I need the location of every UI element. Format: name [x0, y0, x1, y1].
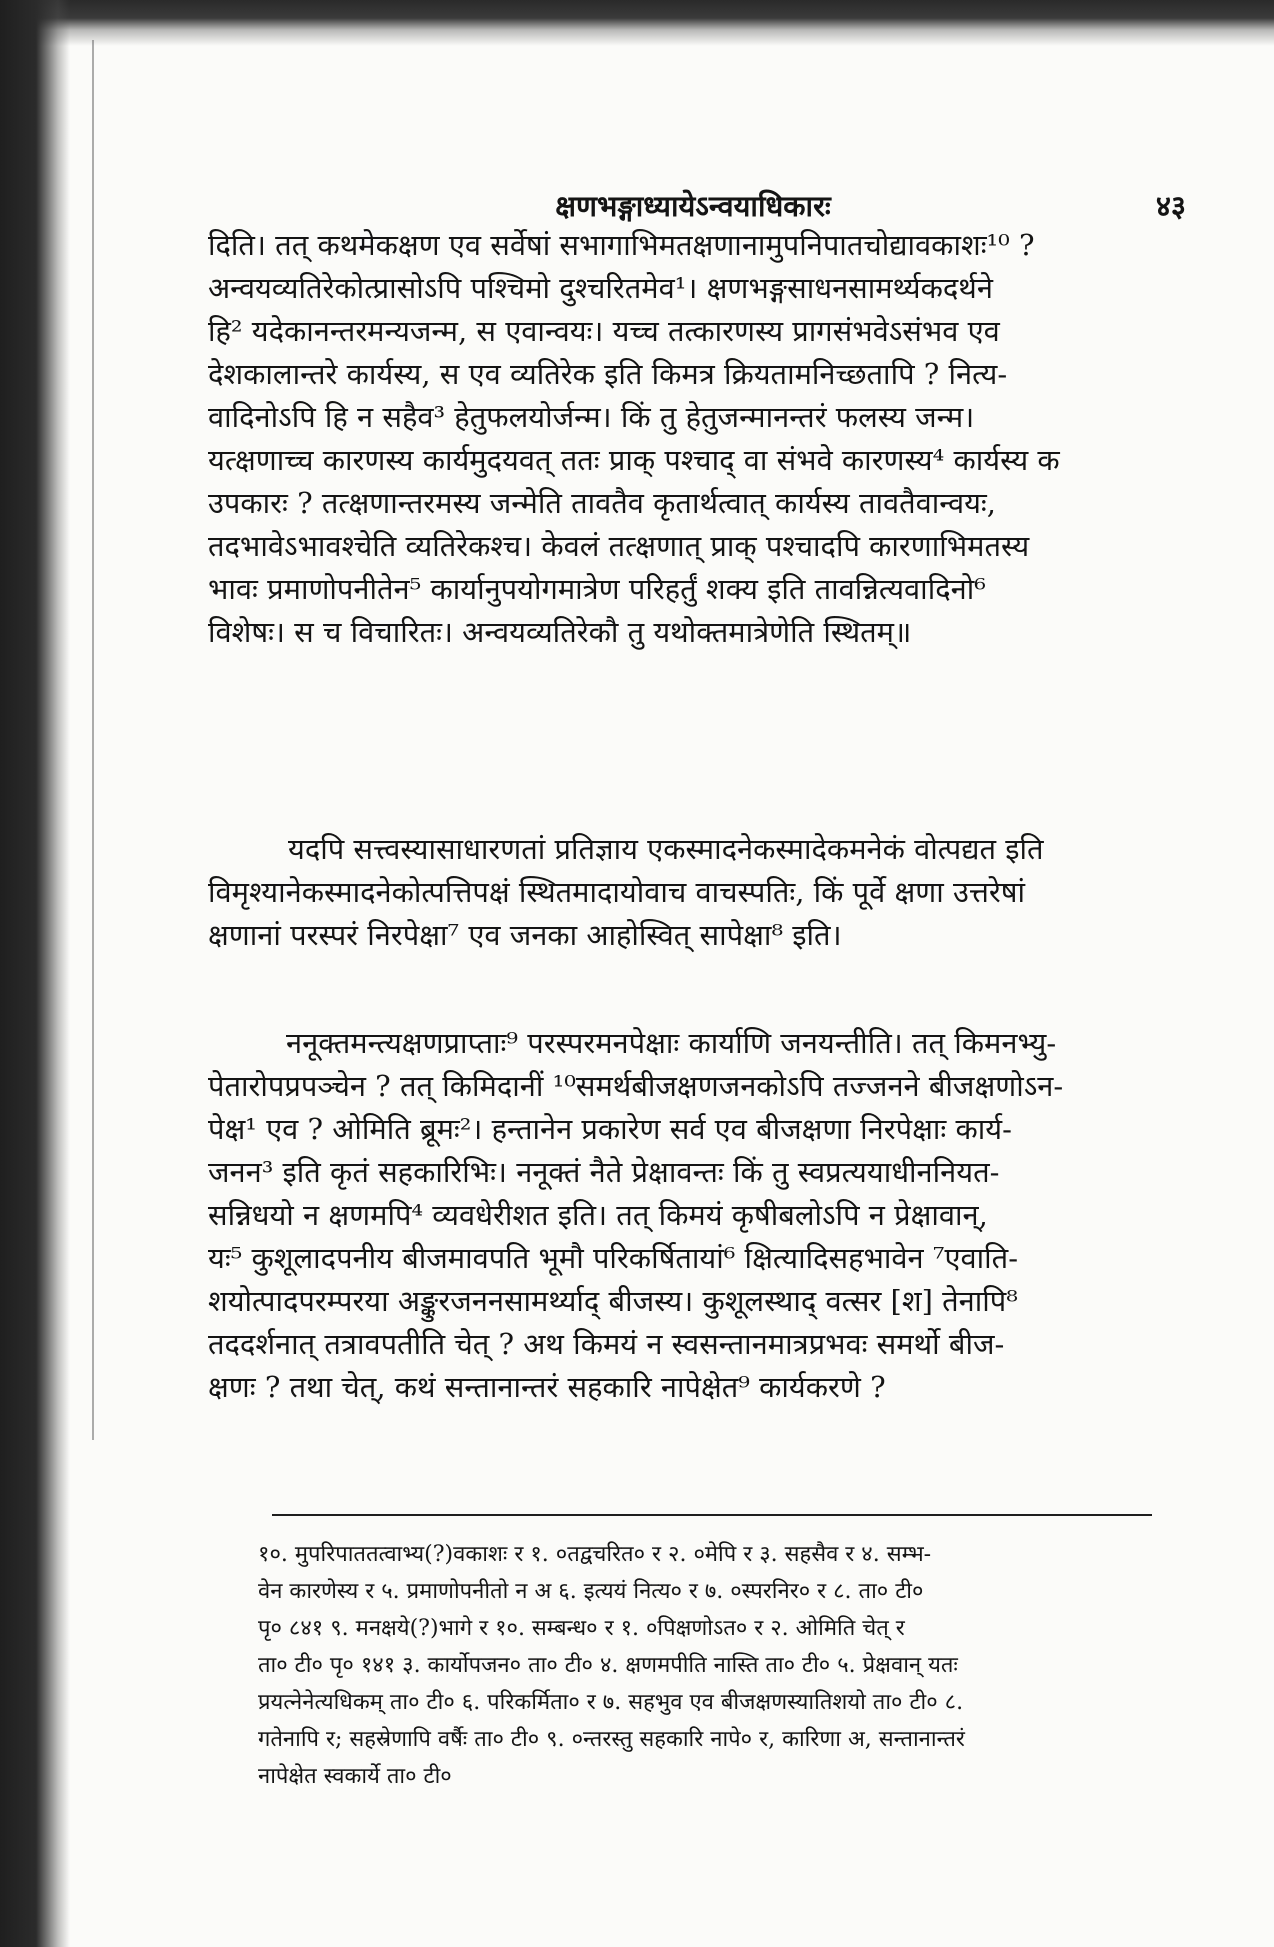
- text-line: विमृश्यानेकस्मादनेकोत्पत्तिपक्षं स्थितमादायोवाच वाचस्पतिः, किं पूर्वे क्षणा उत्तरेषां: [208, 875, 1026, 909]
- footnote-line: ता० टी० पृ० १४१ ३. कार्योपजन० ता० टी० ४. क्षणमपीति नास्ति ता० टी० ५. प्रेक्षवान् यतः: [258, 1653, 958, 1678]
- page-number: ४३: [1155, 189, 1186, 223]
- text-line: जनन³ इति कृतं सहकारिभिः। ननूक्तं नैते प्रेक्षावन्तः किं तु स्वप्रत्ययाधीननियत-: [208, 1155, 1000, 1189]
- footnote-line: गतेनापि र; सहस्रेणापि वर्षैः ता० टी० ९. ०न्तरस्तु सहकारि नापे० र, कारिणा अ, सन्तानान्तरं: [258, 1727, 965, 1752]
- text-line: दिति। तत् कथमेकक्षण एव सर्वेषां सभागाभिमतक्षणानामुपनिपातचोद्यावकाशः¹⁰ ?: [208, 228, 1035, 262]
- running-title: क्षणभङ्गाध्यायेऽन्वयाधिकारः: [555, 189, 831, 223]
- paragraph-2: [208, 828, 1173, 957]
- text-line: पेक्ष¹ एव ? ओमिति ब्रूमः²। हन्तानेन प्रकारेण सर्व एव बीजक्षणा निरपेक्षाः कार्य-: [208, 1112, 1012, 1146]
- margin-line: [92, 40, 94, 1440]
- scan-left-edge-shadow: [0, 0, 70, 1947]
- text-line: क्षणः ? तथा चेत्, कथं सन्तानान्तरं सहकारि नापेक्षेत⁹ कार्यकरणे ?: [208, 1370, 886, 1404]
- text-line: पेतारोपप्रपञ्चेन ? तत् किमिदानीं ¹⁰समर्थबीजक्षणजनकोऽपि तज्जनने बीजक्षणोऽन-: [208, 1069, 1064, 1103]
- footnote-line: पृ० ८४१ ९. मनक्षये(?)भागे र १०. सम्बन्ध० र १. ०पिक्षणोऽत० र २. ओमिति चेत् र: [258, 1616, 905, 1641]
- text-line: भावः प्रमाणोपनीतेन⁵ कार्यानुपयोगमात्रेण परिहर्तुं शक्य इति तावन्नित्यवादिनो⁶: [208, 572, 986, 606]
- text-line: शयोत्पादपरम्परया अङ्कुरजननसामर्थ्याद् बीजस्य। कुशूलस्थाद् वत्सर [श] तेनापि⁸: [208, 1284, 1018, 1318]
- text-line: उपकारः ? तत्क्षणान्तरमस्य जन्मेति तावतैव कृतार्थत्वात् कार्यस्य तावतैवान्वयः,: [208, 486, 996, 520]
- footnotes: [258, 1536, 1178, 1795]
- text-line: क्षणानां परस्परं निरपेक्षा⁷ एव जनका आहोस्वित् सापेक्षा⁸ इति।: [208, 918, 842, 952]
- text-line: हि² यदेकानन्तरमन्यजन्म, स एवान्वयः। यच्च तत्कारणस्य प्रागसंभवेऽसंभव एव: [208, 314, 1000, 348]
- text-line: देशकालान्तरे कार्यस्य, स एव व्यतिरेक इति किमत्र क्रियतामनिच्छतापि ? नित्य-: [208, 357, 1008, 391]
- text-line: यदपि सत्त्वस्यासाधारणतां प्रतिज्ञाय एकस्मादनेकस्मादेकमनेकं वोत्पद्यत इति: [288, 832, 1044, 866]
- paragraph-3: [208, 1022, 1173, 1409]
- text-line: ननूक्तमन्त्यक्षणप्राप्ताः⁹ परस्परमनपेक्षाः कार्याणि जनयन्तीति। तत् किमनभ्यु-: [286, 1026, 1057, 1060]
- footnote-line: १०. मुपरिपाततत्वाभ्य(?)वकाशः र १. ०तद्वचरित० र २. ०मेपि र ३. सहसैव र ४. सम्भ-: [258, 1542, 932, 1567]
- text-line: यत्क्षणाच्च कारणस्य कार्यमुदयवत् ततः प्राक् पश्चाद् वा संभवे कारणस्य⁴ कार्यस्य क: [208, 443, 1060, 477]
- footnote-line: वेन कारणेस्य र ५. प्रमाणोपनीतो न अ ६. इत्ययं नित्य० र ७. ०स्परनिर० र ८. ता० टी०: [258, 1579, 924, 1604]
- text-line: तदभावेऽभावश्चेति व्यतिरेकश्च। केवलं तत्क्षणात् प्राक् पश्चादपि कारणाभिमतस्य: [208, 529, 1030, 563]
- paragraph-1: [208, 224, 1173, 654]
- text-line: यः⁵ कुशूलादपनीय बीजमावपति भूमौ परिकर्षितायां⁶ क्षित्यादिसहभावेन ⁷एवाति-: [208, 1241, 1018, 1275]
- footnote-divider: [272, 1514, 1152, 1516]
- footnote-line: नापेक्षेत स्वकार्ये ता० टी०: [258, 1764, 452, 1789]
- text-line: सन्निधयो न क्षणमपि⁴ व्यवधेरीशत इति। तत् किमयं कृषीबलोऽपि न प्रेक्षावान्,: [208, 1198, 988, 1232]
- text-line: विशेषः। स च विचारितः। अन्वयव्यतिरेकौ तु यथोक्तमात्रेणेति स्थितम्॥: [208, 615, 912, 649]
- scan-top-edge-shadow: [0, 0, 1274, 46]
- text-line: तददर्शनात् तत्रावपतीति चेत् ? अथ किमयं न स्वसन्तानमात्रप्रभवः समर्थो बीज-: [208, 1327, 1005, 1361]
- text-line: वादिनोऽपि हि न सहैव³ हेतुफलयोर्जन्म। किं तु हेतुजन्मानन्तरं फलस्य जन्म।: [208, 400, 975, 434]
- text-line: अन्वयव्यतिरेकोत्प्रासोऽपि पश्चिमो दुश्चरितमेव¹। क्षणभङ्गसाधनसामर्थ्यकदर्थने: [208, 271, 993, 305]
- footnote-line: प्रयत्नेनेत्यधिकम् ता० टी० ६. परिकर्मिता० र ७. सहभुव एव बीजक्षणस्यातिशयो ता० टी० ८.: [258, 1690, 964, 1715]
